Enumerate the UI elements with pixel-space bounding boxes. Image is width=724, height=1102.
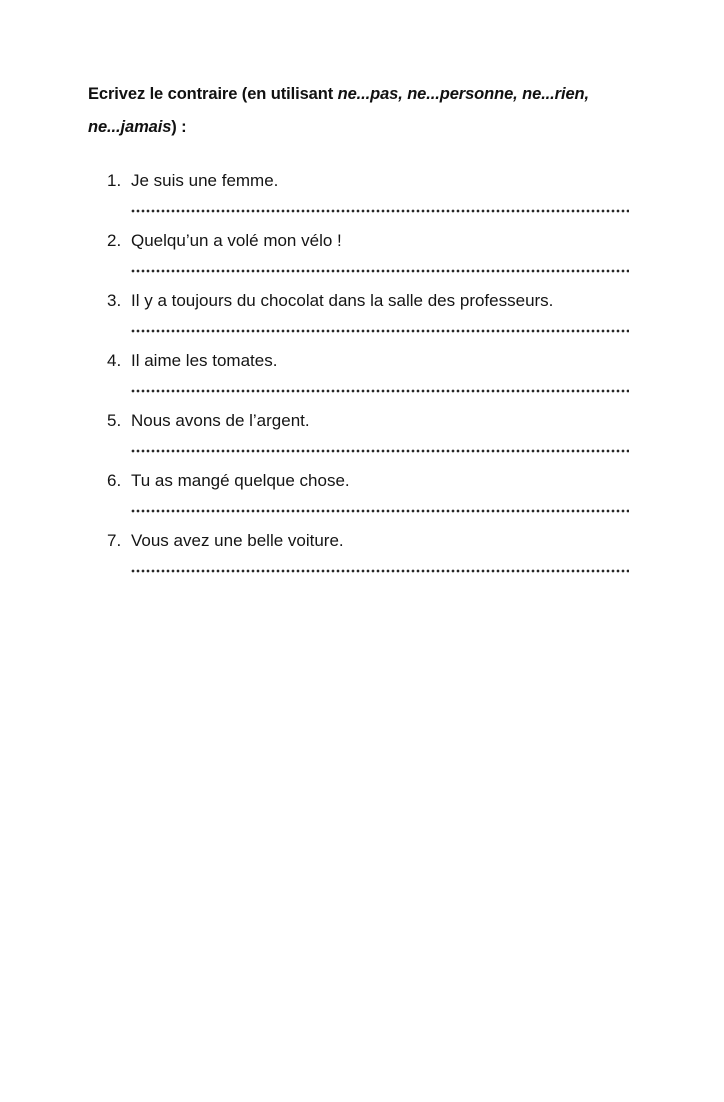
exercise-item <box>107 410 724 470</box>
item-sentence-row <box>107 470 724 492</box>
answer-line <box>131 449 629 453</box>
exercise-instruction <box>88 78 638 144</box>
exercise-item <box>107 530 724 590</box>
exercise-item <box>107 470 724 530</box>
item-number: 4. <box>107 351 122 370</box>
item-sentence-row <box>107 170 724 192</box>
instruction-italic-line2: ne...jamais <box>88 118 172 136</box>
exercise-item <box>107 350 724 410</box>
exercise-item <box>107 290 724 350</box>
exercise-item <box>107 170 724 230</box>
item-text: Je suis une femme. <box>131 171 279 190</box>
exercise-item <box>107 230 724 290</box>
item-number: 3. <box>107 291 122 310</box>
item-text: Tu as mangé quelque chose. <box>131 471 350 490</box>
item-sentence-row <box>107 350 724 372</box>
item-sentence-row <box>107 290 724 312</box>
item-sentence-row <box>107 530 724 552</box>
answer-line <box>131 509 629 513</box>
item-sentence-row <box>107 230 724 252</box>
item-number: 2. <box>107 231 122 250</box>
answer-line <box>131 329 629 333</box>
item-text: Quelqu’un a volé mon vélo ! <box>131 231 342 250</box>
item-text: Il y a toujours du chocolat dans la salle des professeurs. <box>131 291 554 310</box>
worksheet-page <box>0 78 724 1102</box>
item-sentence-row <box>107 410 724 432</box>
item-number: 7. <box>107 531 122 550</box>
instruction-bold-prefix: Ecrivez le contraire (en utilisant <box>88 85 338 103</box>
answer-line <box>131 269 629 273</box>
item-text: Vous avez une belle voiture. <box>131 531 344 550</box>
answer-line <box>131 569 629 573</box>
item-text: Il aime les tomates. <box>131 351 278 370</box>
item-number: 6. <box>107 471 122 490</box>
exercise-list <box>107 170 724 590</box>
item-number: 1. <box>107 171 122 190</box>
answer-line <box>131 209 629 213</box>
instruction-italic-line1: ne...pas, ne...personne, ne...rien, <box>337 85 589 103</box>
answer-line <box>131 389 629 393</box>
instruction-bold-suffix: ) : <box>171 118 187 136</box>
item-text: Nous avons de l’argent. <box>131 411 310 430</box>
item-number: 5. <box>107 411 122 430</box>
